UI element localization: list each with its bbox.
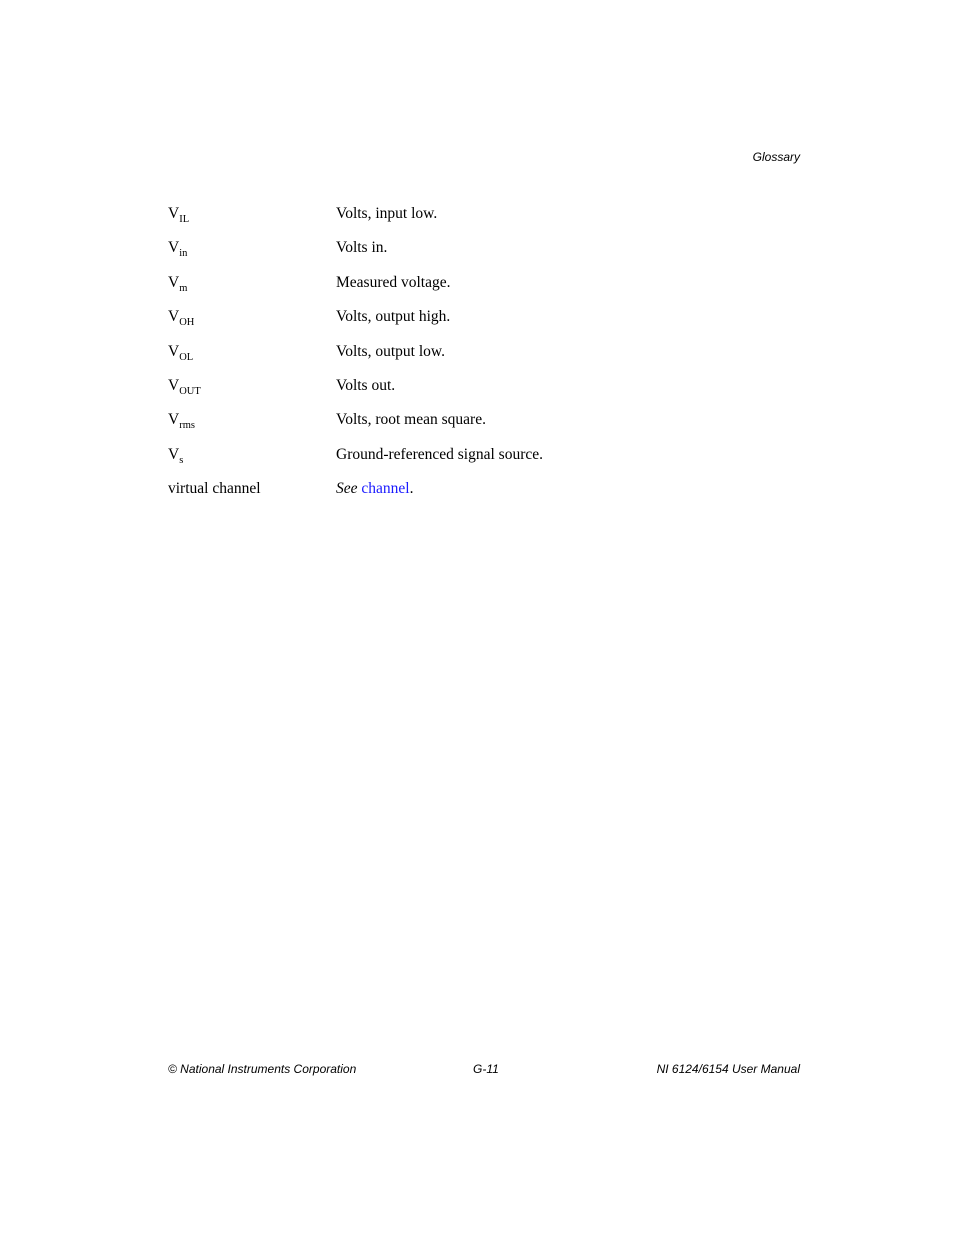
- glossary-term: [168, 376, 336, 396]
- glossary-entry: [168, 307, 808, 341]
- footer-copyright: © National Instruments Corporation: [168, 1062, 357, 1076]
- term-base: V: [168, 342, 180, 360]
- footer-page-number: G-11: [473, 1062, 499, 1076]
- glossary-definition: Volts, root mean square.: [336, 411, 486, 429]
- term-subscript: IL: [179, 214, 190, 225]
- running-header: Glossary: [752, 150, 800, 164]
- glossary-definition: Volts out.: [336, 376, 396, 394]
- glossary-entry: [168, 342, 808, 376]
- glossary-entry: [168, 445, 808, 479]
- glossary-entry: [168, 376, 808, 410]
- term-subscript: m: [179, 282, 188, 294]
- term-subscript: s: [179, 454, 184, 466]
- period: .: [409, 480, 414, 498]
- channel-link[interactable]: channel: [361, 480, 410, 498]
- glossary-definition: Volts, output high.: [336, 308, 451, 326]
- footer-manual-title: NI 6124/6154 User Manual: [656, 1062, 800, 1076]
- term-base: V: [168, 376, 180, 394]
- term-base: V: [168, 205, 180, 222]
- glossary-entry-virtual-channel: [168, 479, 808, 513]
- glossary-term: [168, 204, 336, 224]
- page-footer: [168, 1062, 800, 1080]
- glossary-term: [168, 445, 336, 465]
- glossary-term: virtual channel: [168, 480, 261, 498]
- glossary-definition: Ground-referenced signal source.: [336, 445, 544, 463]
- term-base: V: [168, 411, 180, 429]
- glossary-term: [168, 238, 336, 258]
- glossary-entry: [168, 204, 808, 238]
- glossary-entry: [168, 273, 808, 307]
- term-subscript: rms: [179, 420, 195, 432]
- term-subscript: OH: [179, 317, 195, 329]
- glossary-entry: [168, 410, 808, 444]
- glossary-term: [168, 342, 336, 362]
- glossary-term: [168, 273, 336, 293]
- glossary-definition: Volts, input low.: [336, 205, 438, 222]
- term-base: V: [168, 273, 180, 291]
- glossary-term: [168, 307, 336, 327]
- glossary-definition: Volts, output low.: [336, 342, 445, 360]
- glossary-list: [168, 204, 808, 514]
- glossary-definition: Measured voltage.: [336, 273, 451, 291]
- term-base: V: [168, 445, 180, 463]
- glossary-entry: [168, 238, 808, 272]
- glossary-definition: Volts in.: [336, 239, 388, 257]
- see-label: See: [336, 480, 358, 498]
- glossary-term: [168, 410, 336, 430]
- term-subscript: in: [179, 248, 188, 260]
- term-base: V: [168, 239, 180, 257]
- term-subscript: OUT: [179, 385, 201, 397]
- term-base: V: [168, 308, 180, 326]
- term-subscript: OL: [179, 351, 194, 363]
- glossary-definition: [336, 479, 413, 499]
